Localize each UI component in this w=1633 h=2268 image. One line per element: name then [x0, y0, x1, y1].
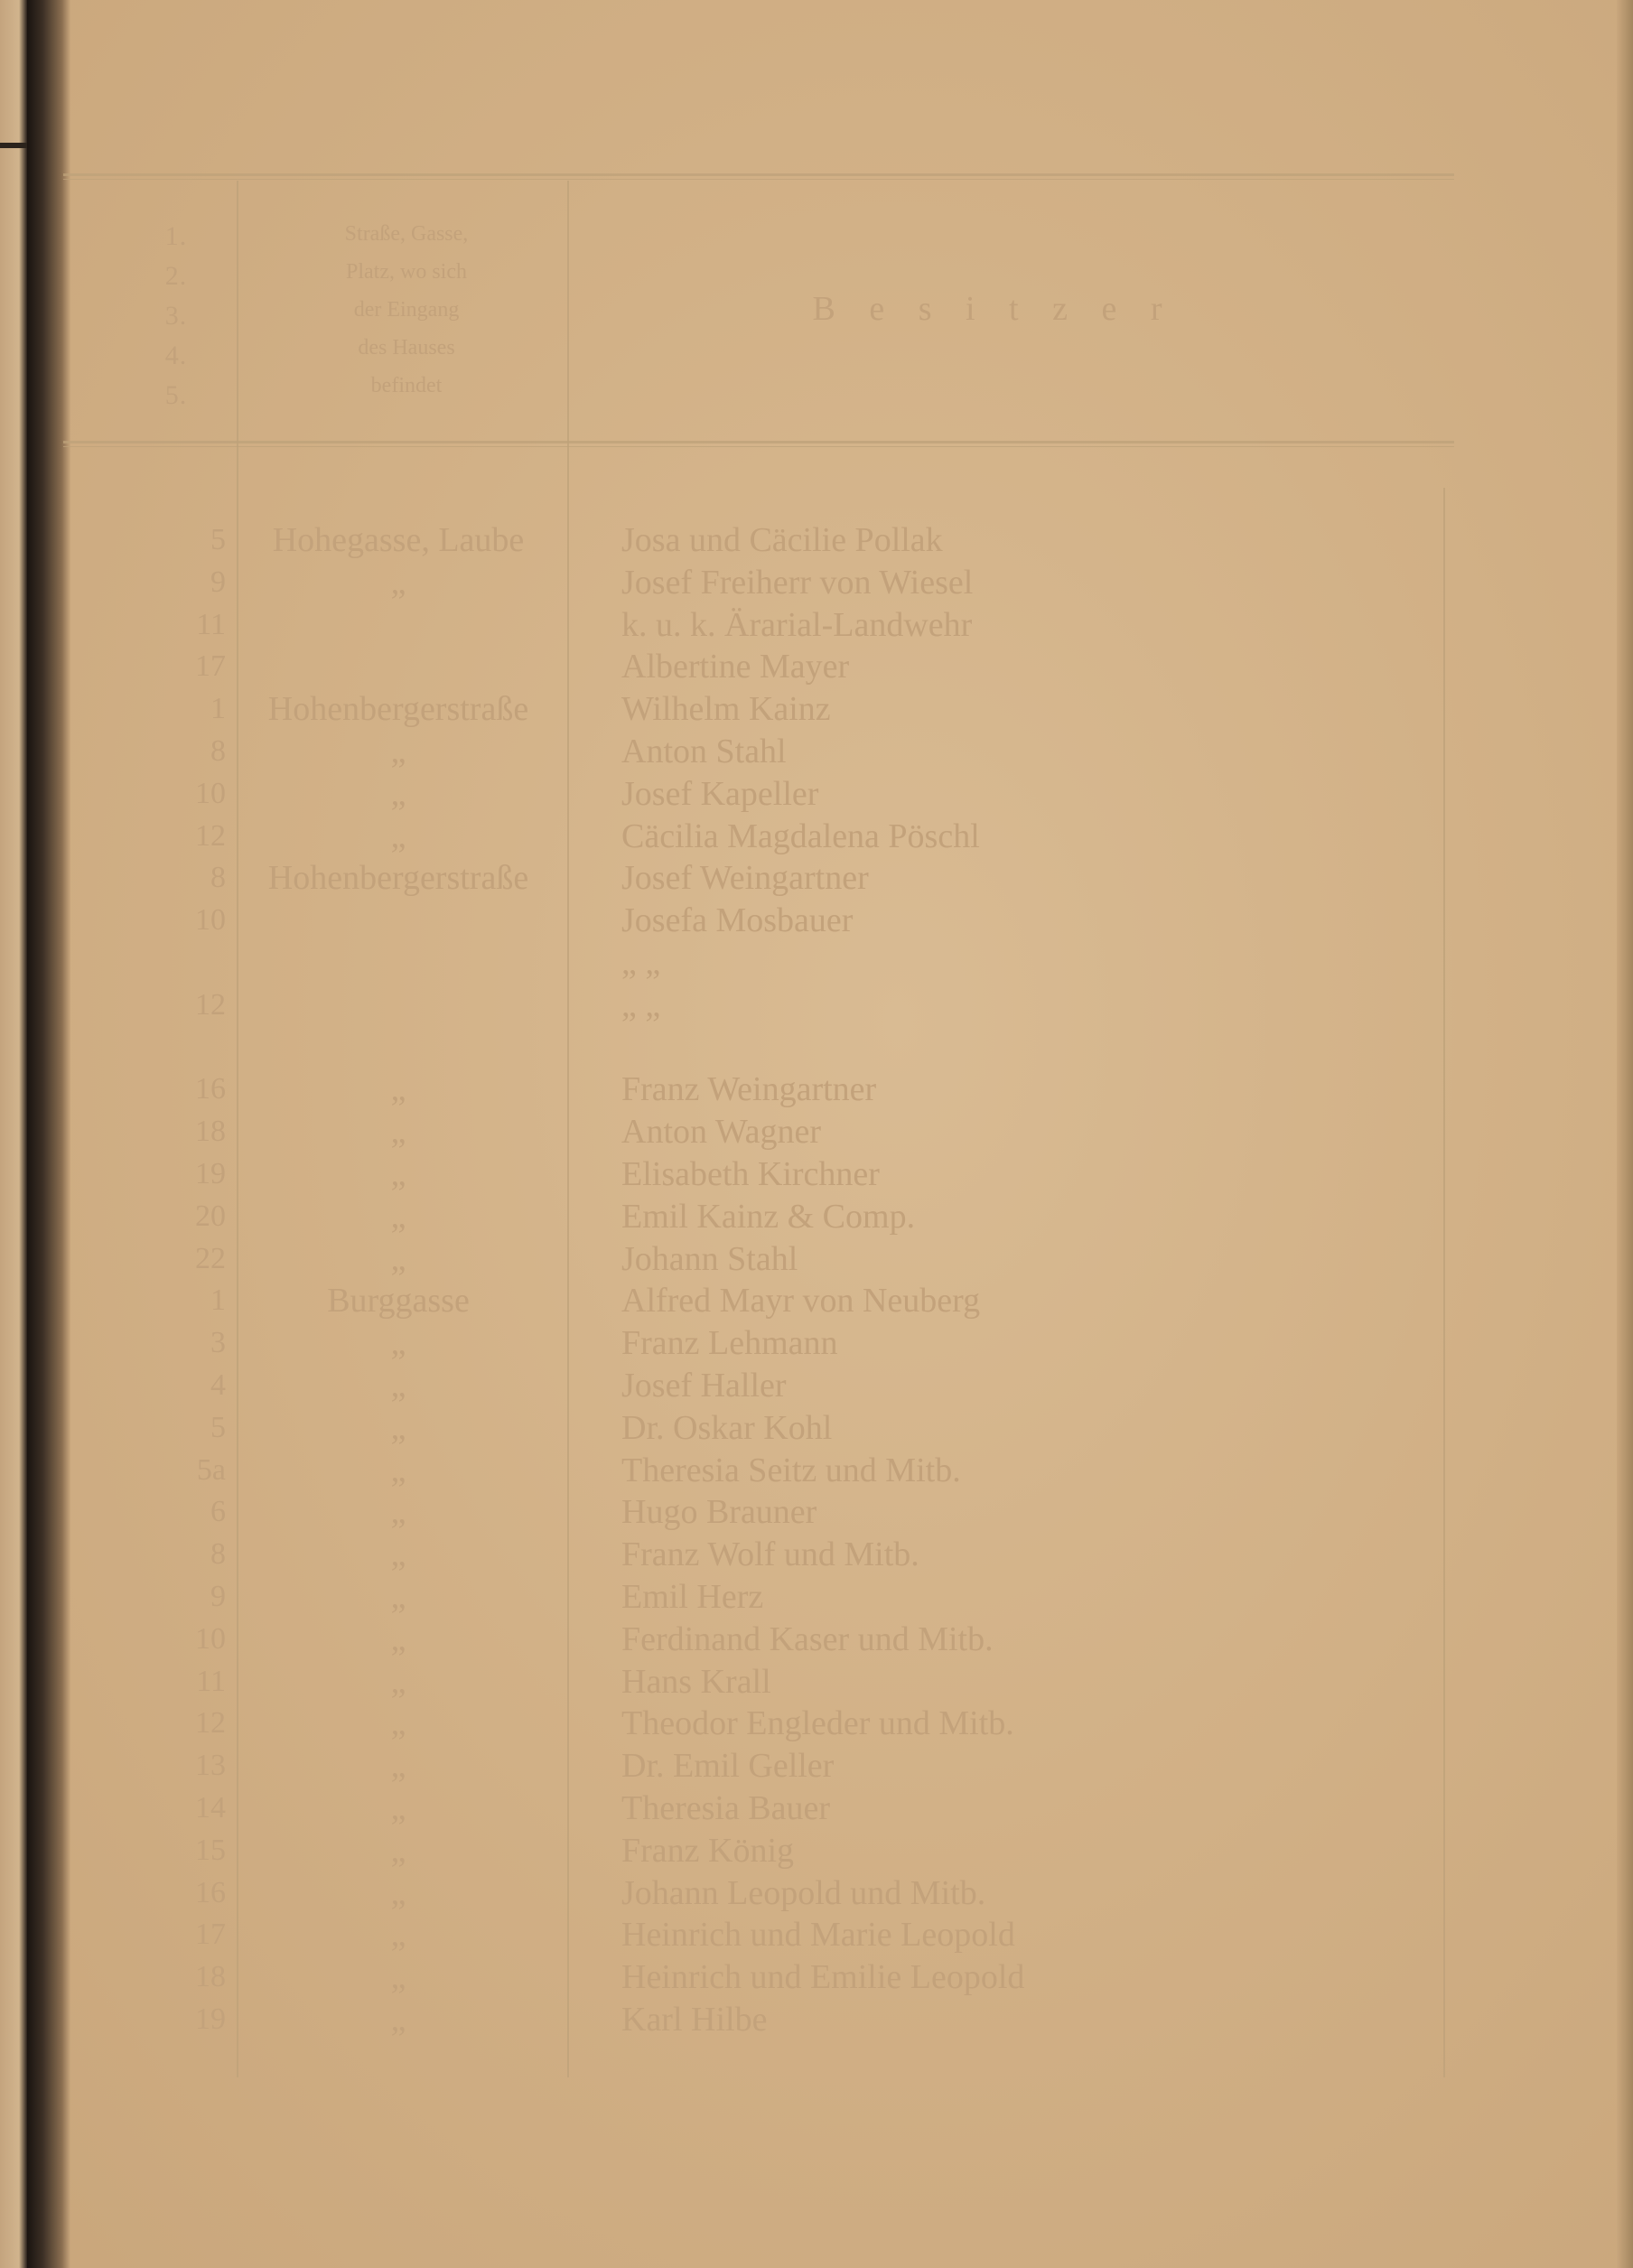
table-row — [0, 942, 1633, 984]
table-row — [0, 1238, 1633, 1280]
table-row — [0, 1872, 1633, 1914]
row-street: „ — [390, 1747, 406, 1785]
table-row — [0, 1830, 1633, 1871]
row-num: 13 — [195, 1749, 226, 1782]
row-name: Josef Freiherr von Wiesel — [621, 564, 974, 602]
row-name: Heinrich und Marie Leopold — [621, 1916, 1015, 1954]
row-street: Hohegasse, Laube — [272, 521, 525, 559]
header-number-line: 4. — [164, 341, 188, 370]
row-num: 6 — [210, 1495, 226, 1528]
table-row — [0, 1407, 1633, 1449]
row-num: 1 — [210, 1283, 226, 1317]
row-num: 5a — [196, 1453, 226, 1487]
table-row — [0, 773, 1633, 815]
header-number-line: 5. — [164, 380, 188, 410]
row-num: 17 — [195, 649, 226, 683]
table-row — [0, 1576, 1633, 1618]
row-street: „ — [390, 775, 406, 813]
row-name: Hugo Brauner — [621, 1493, 817, 1531]
row-num: 3 — [210, 1326, 226, 1359]
row-num: 10 — [195, 903, 226, 937]
row-name: k. u. k. Ärarial-Landwehr — [621, 606, 973, 644]
table-row — [0, 1322, 1633, 1364]
header-street-line: des Hauses — [358, 336, 455, 359]
row-street: „ — [390, 1324, 406, 1362]
row-name: Josa und Cäcilie Pollak — [621, 521, 943, 559]
row-street: „ — [390, 1958, 406, 1996]
header-street-line: Platz, wo sich — [346, 260, 467, 284]
row-name: Josef Haller — [621, 1367, 787, 1405]
row-name: Josefa Mosbauer — [621, 901, 854, 939]
table-row — [0, 1703, 1633, 1744]
row-num: 19 — [195, 2002, 226, 2036]
row-num: 12 — [195, 819, 226, 853]
row-num: 8 — [210, 861, 226, 894]
row-name: Wilhelm Kainz — [621, 690, 831, 728]
row-street: „ — [390, 564, 406, 602]
table-row — [0, 1069, 1633, 1110]
table-row — [0, 857, 1633, 899]
row-name: Theresia Seitz und Mitb. — [621, 1451, 961, 1489]
row-street: „ — [390, 1451, 406, 1489]
row-name: Josef Weingartner — [621, 859, 869, 897]
table-row — [0, 985, 1633, 1026]
table-row — [0, 1153, 1633, 1195]
row-num: 9 — [210, 565, 226, 599]
row-num: 12 — [195, 1706, 226, 1740]
row-name: Dr. Emil Geller — [621, 1747, 835, 1785]
row-num: 20 — [195, 1199, 226, 1233]
row-name: Emil Kainz & Comp. — [621, 1198, 916, 1236]
row-num: 5 — [210, 1411, 226, 1444]
row-num: 14 — [195, 1791, 226, 1825]
row-street: „ — [390, 1493, 406, 1531]
table-row — [0, 1534, 1633, 1575]
row-num: 22 — [195, 1242, 226, 1275]
header-number-line: 2. — [164, 261, 188, 291]
header-top-rule-thin — [63, 179, 1454, 180]
row-num: 5 — [210, 523, 226, 556]
row-name: Cäcilia Magdalena Pöschl — [621, 817, 980, 855]
row-name: Ferdinand Kaser und Mitb. — [621, 1620, 994, 1658]
row-name: Franz König — [621, 1832, 795, 1870]
row-name: „ „ — [621, 944, 661, 982]
table-row — [0, 816, 1633, 857]
row-street: „ — [390, 733, 406, 770]
table-row — [0, 604, 1633, 646]
row-name: Dr. Oskar Kohl — [621, 1409, 833, 1447]
row-name: Hans Krall — [621, 1663, 771, 1701]
row-name: Josef Kapeller — [621, 775, 819, 813]
table-row — [0, 900, 1633, 941]
header-street-line: Straße, Gasse, — [344, 222, 469, 246]
header-top-rule — [63, 173, 1454, 176]
row-num: 18 — [195, 1960, 226, 1993]
table-row — [0, 519, 1633, 561]
table-row — [0, 1956, 1633, 1998]
row-name: Heinrich und Emilie Leopold — [621, 1958, 1025, 1996]
table-row — [0, 1491, 1633, 1533]
row-street: Burggasse — [327, 1282, 470, 1320]
row-street: „ — [390, 1704, 406, 1742]
row-num: 9 — [210, 1580, 226, 1613]
table-row — [0, 1365, 1633, 1406]
row-street: Hohenbergerstraße — [267, 690, 529, 728]
row-street: „ — [390, 1789, 406, 1827]
row-street: „ — [390, 2001, 406, 2039]
table-row — [0, 731, 1633, 772]
row-name: Alfred Mayr von Neuberg — [621, 1282, 981, 1320]
table-row — [0, 1619, 1633, 1660]
table-row — [0, 1661, 1633, 1703]
row-name: Anton Stahl — [621, 733, 787, 770]
row-num: 8 — [210, 734, 226, 768]
row-name: Franz Wolf und Mitb. — [621, 1535, 919, 1573]
row-street: „ — [390, 1620, 406, 1658]
row-name: Anton Wagner — [621, 1113, 822, 1151]
row-name: Emil Herz — [621, 1578, 764, 1616]
page-edge-mark — [0, 143, 27, 148]
row-num: 11 — [196, 608, 226, 641]
table-row — [0, 1196, 1633, 1237]
header-bottom-rule — [63, 441, 1454, 443]
header-street-line: der Eingang — [353, 298, 460, 322]
table-row — [0, 1111, 1633, 1153]
row-street: „ — [390, 1409, 406, 1447]
table-row — [0, 1914, 1633, 1955]
table-row — [0, 1280, 1633, 1321]
row-num: 10 — [195, 777, 226, 810]
row-num: 8 — [210, 1537, 226, 1571]
row-num: 16 — [195, 1876, 226, 1909]
row-street: „ — [390, 1578, 406, 1616]
row-street: „ — [390, 1070, 406, 1108]
row-street: „ — [390, 1367, 406, 1405]
row-street: „ — [390, 1535, 406, 1573]
table-row — [0, 1450, 1633, 1491]
header-street-column — [271, 215, 542, 405]
table-row — [0, 1745, 1633, 1787]
row-num: 19 — [195, 1157, 226, 1190]
row-num: 17 — [195, 1918, 226, 1951]
row-name: Franz Weingartner — [621, 1070, 877, 1108]
row-street: „ — [390, 1240, 406, 1278]
row-name: Theresia Bauer — [621, 1789, 831, 1827]
header-number-column — [135, 217, 217, 415]
table-row — [0, 562, 1633, 603]
row-name: Theodor Engleder und Mitb. — [621, 1704, 1014, 1742]
row-name: „ „ — [621, 986, 661, 1024]
table-row — [0, 1027, 1633, 1069]
header-owner-column: B e s i t z e r — [812, 290, 1175, 328]
row-num: 15 — [195, 1834, 226, 1867]
row-name: Johann Leopold und Mitb. — [621, 1874, 986, 1912]
row-street: „ — [390, 1874, 406, 1912]
row-name: Karl Hilbe — [621, 2001, 768, 2039]
row-street: „ — [390, 1663, 406, 1701]
row-name: Franz Lehmann — [621, 1324, 838, 1362]
table-row — [0, 1999, 1633, 2040]
row-street: Hohenbergerstraße — [267, 859, 529, 897]
row-street: „ — [390, 1916, 406, 1954]
row-num: 10 — [195, 1622, 226, 1656]
header-street-line: befindet — [370, 374, 443, 397]
row-num: 12 — [195, 988, 226, 1022]
row-num: 4 — [210, 1368, 226, 1402]
row-num: 1 — [210, 692, 226, 725]
header-number-line: 1. — [164, 221, 188, 251]
row-num: 11 — [196, 1665, 226, 1698]
row-street: „ — [390, 817, 406, 855]
row-street: „ — [390, 1832, 406, 1870]
row-street: „ — [390, 1198, 406, 1236]
row-name: Albertine Mayer — [621, 648, 850, 686]
row-name: Elisabeth Kirchner — [621, 1155, 880, 1193]
row-street: „ — [390, 1113, 406, 1151]
table-row — [0, 688, 1633, 730]
row-num: 18 — [195, 1115, 226, 1148]
table-row — [0, 1787, 1633, 1829]
table-row — [0, 646, 1633, 687]
header-number-line: 3. — [164, 301, 188, 331]
row-num: 16 — [195, 1072, 226, 1106]
row-street: „ — [390, 1155, 406, 1193]
header-bottom-rule-thin — [63, 446, 1454, 447]
row-name: Johann Stahl — [621, 1240, 798, 1278]
